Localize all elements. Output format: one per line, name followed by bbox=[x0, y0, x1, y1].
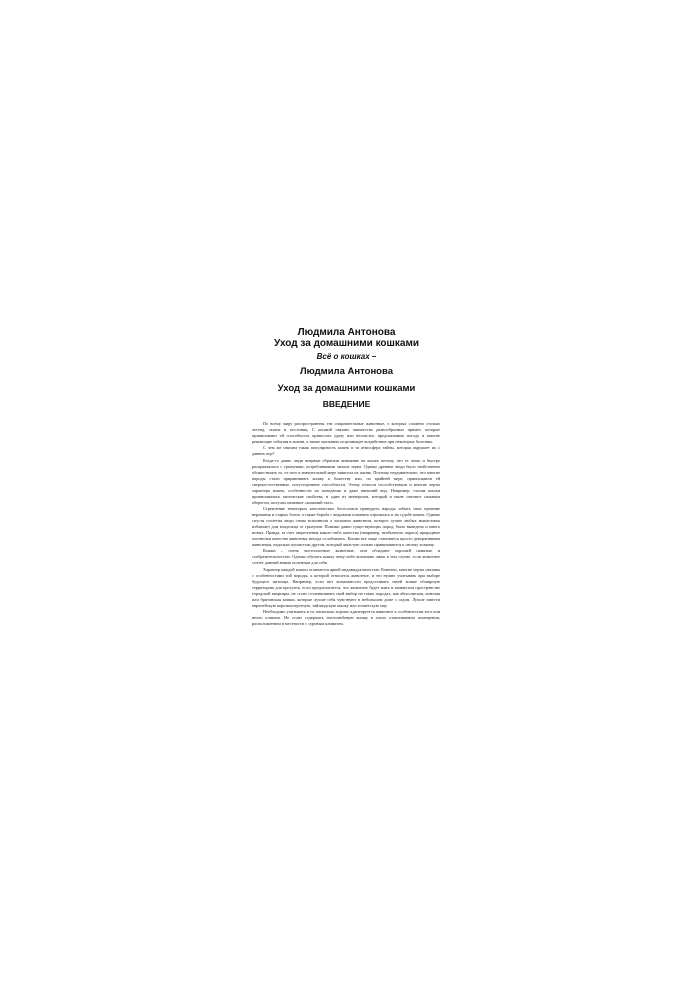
paragraph: Когда-то давно люди впервые обратили внимание на кошек потому, что те легко и быстро расправлялись с грызунами, истреблявшими запасы зерна. Однако древние люди было свойственно обожествлять то, от чего в значительной мере зависела их жизнь. Поэтому неудивительно, что многие народы стали приравнивать кошку к божеству или, по крайней мере, приписывали ей сверхъестественные, потусторонние способности. Этому отчасти способствовали и многие черты характера кошек, особенности их поведения и даже внешний вид. Например, глазам кошки приписывались магические свойства, и один из минералов, который и ныне считают сильным оберегом, получил название «кошачий глаз». bbox=[252, 457, 440, 505]
body-text bbox=[252, 421, 440, 628]
paragraph: Кошки – очень чистоплотные животные, они обладают хорошей памятью и сообразительностью. Однако обучить кошку чему-либо возможно лишь в том случае, если животное сочтет данный навык полезным для себя. bbox=[252, 548, 440, 566]
paragraph: Необходимо учитывать и то, насколько хорошо адаптируется животное к особенностям того или иного климата. Не стоит содержать теплолюбивую кошку в плохо отапливаемом помещении, расположенном в местности с суровым климатом. bbox=[252, 609, 440, 627]
author-name-top: Людмила Антонова bbox=[297, 327, 396, 338]
paragraph: Стремление некоторых католических богословов принудить народы забыть свои прежние верования и старых богов, а также борьба с ведьмами плачевно отразилась и на судьбе кошек. Однако спустя столетия люди снова вспомнили о ласковом животном, которое лучше любых мышеловок избавляет дом владельца от грызунов. Помимо давно существующих пород, было выведено и много новых. Правда, за счет закрепления какого-либо качества (например, необычного окраса) природные охотничьи качества животных иногда ослаблялись. Кошка все чаще становится просто декоративным животным, надолько пушистым другом, который зачастую сильно привязывается к своему хозяину. bbox=[252, 506, 440, 547]
paragraph: По всему миру распространены эти очаровательные животные, о которых сложено столько легенд, сказок и пословиц. С кошкой связано множество разнообразных примет, которые приписывают ей способность приносить удачу или несчастье, предсказывать погоду и многие решающие события в жизни, а также оказывать исцеляющее воздействие при некоторых болезнях. bbox=[252, 421, 440, 444]
series-title: Всё о кошках – bbox=[316, 352, 377, 361]
author-name: Людмила Антонова bbox=[300, 366, 393, 377]
paragraph: Характер каждой кошки отличается яркой индивидуальностью. Конечно, многие черты связаны с особенностями той породы, к которой относится животное, и это нужно учитывать при выборе будущего питомца. Например, если нет возможности предоставить своей кошке обширную территорию для прогулок, если предполагается, что животное будет жить в замкнутом пространстве городской квартиры, не стоит останавливать свой выбор на таких породах, как абиссинская, мэнская или британская кошки, которые лучше себя чувствуют в небольшом доме с садом. Лучше завести европейскую короткошерстную, тайландскую кошку или египетскую мау. bbox=[252, 566, 440, 608]
book-title-top: Уход за домашними кошками bbox=[274, 338, 419, 349]
book-title: Уход за домашними кошками bbox=[277, 383, 416, 394]
paragraph: С чем же связана такая популярность кошек и та атмосфера тайны, которая окружает их с давних пор? bbox=[252, 445, 440, 457]
section-heading: ВВЕДЕНИЕ bbox=[322, 399, 371, 409]
